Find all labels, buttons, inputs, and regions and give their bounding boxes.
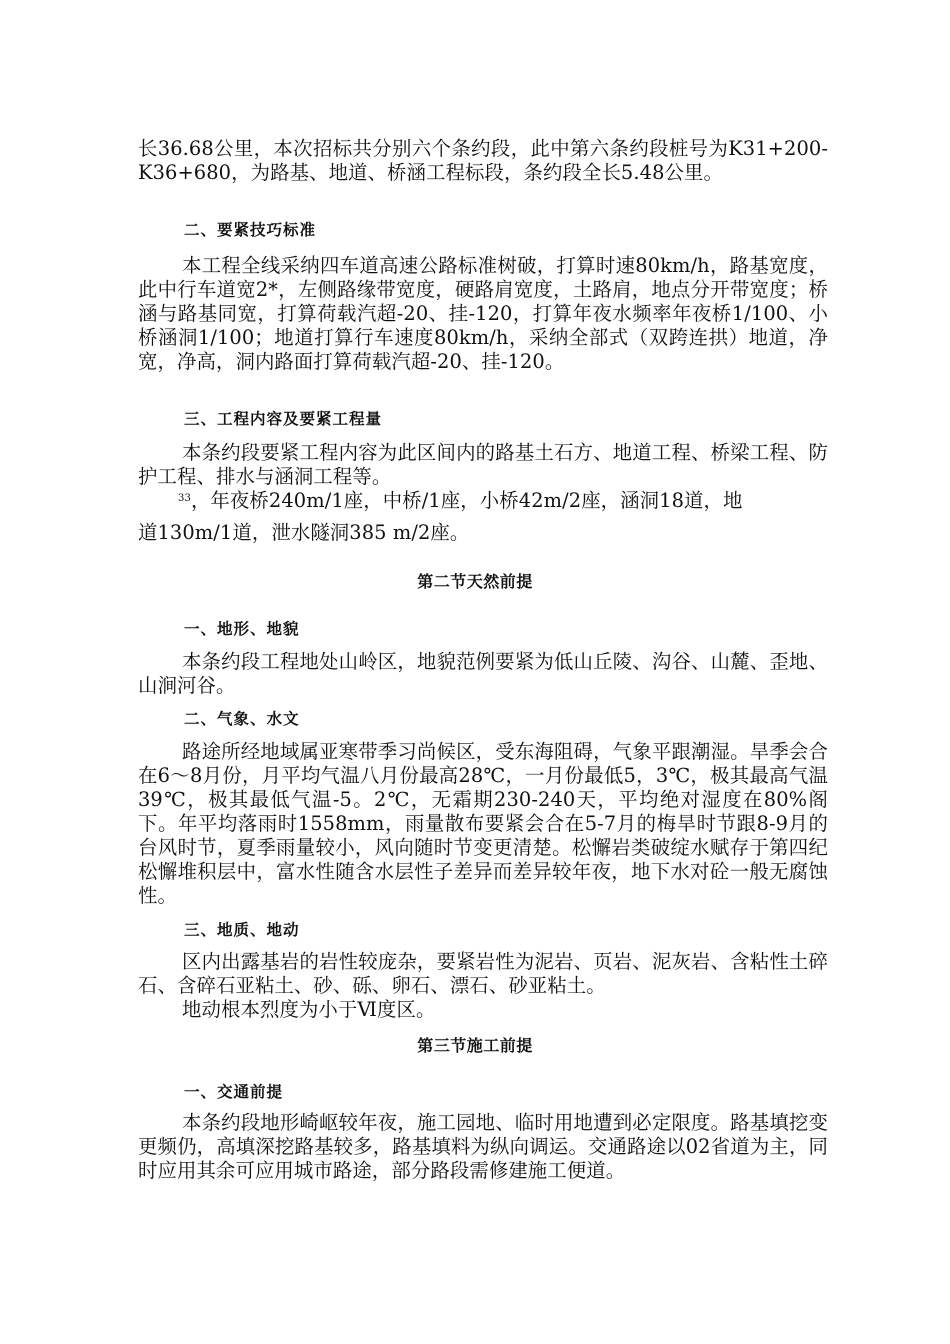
heading-climate: 二、气象、水文: [184, 710, 300, 728]
quantities-line: [138, 489, 828, 513]
quantities-continued: 道130m/1道，泄水隧洞385 m/2座。: [138, 521, 470, 544]
seismic-paragraph: 地动根本烈度为小于Ⅵ度区。: [182, 998, 436, 1021]
intro-paragraph: 长36.68公里，本次招标共分别六个条约段，此中第六条约段桩号为K31+200-K36+680，为路基、地道、桥涵工程标段，条约段全长5.48公里。: [138, 137, 828, 184]
heading-terrain: 一、地形、地貌: [184, 620, 300, 638]
heading-traffic: 一、交通前提: [184, 1083, 284, 1101]
intro-block: [138, 137, 828, 185]
footnote-marker: 33: [178, 493, 191, 504]
climate-paragraph: 路途所经地域属亚寒带季习尚候区，受东海阻碍，气象平跟潮湿。旱季会合在6～8月份，月平均气温八月份最高28℃，一月份最低5，3℃，极其最高气温39℃，极其最低气温-5。2℃，无霜期230-240天，平均绝对湿度在80%阁下。年平均落雨时1558mm，雨量散布要紧会合在5-7月的梅旱时节跟8-9月的台风时节，夏季雨量较小，风向随时节变更清楚。松懈岩类破绽水赋存于第四纪松懈堆积层中，富水性随含水层性子差异而差异较年夜，地下水对砼一般无腐蚀性。: [138, 740, 828, 907]
work-content-block: [138, 441, 828, 513]
work-content-paragraph: 本条约段要紧工程内容为此区间内的路基土石方、地道工程、桥梁工程、防护工程、排水与涵洞工程等。: [138, 441, 828, 488]
geology-block: [138, 950, 828, 1022]
geology-paragraph: 区内出露基岩的岩性较庞杂，要紧岩性为泥岩、页岩、泥灰岩、含粘性土碎石、含碎石亚粘土、砂、砾、卵石、漂石、砂亚粘土。: [138, 950, 828, 997]
standards-block: [138, 254, 828, 374]
section-title-construction-conditions: 第三节施工前提: [417, 1036, 533, 1055]
standards-paragraph: 本工程全线采纳四车道高速公路标准树破，打算时速80km/h，路基宽度，此中行车道宽2*，左侧路缘带宽度，硬路肩宽度，土路肩，地点分开带宽度；桥涵与路基同宽，打算荷载汽超-20、挂-120，打算年夜水频率年夜桥1/100、小桥涵洞1/100；地道打算行车速度80km/h，采纳全部式（双跨连拱）地道，净宽，净高，洞内路面打算荷载汽超-20、挂-120。: [138, 254, 828, 373]
terrain-block: [138, 650, 828, 698]
climate-block: [138, 740, 828, 908]
quantities-block: [138, 521, 828, 545]
heading-work-content: 三、工程内容及要紧工程量: [184, 410, 383, 428]
quantities-text: ，年夜桥240m/1座，中桥/1座，小桥42m/2座，涵洞18道，地: [190, 489, 743, 512]
section-title-natural-conditions: 第二节天然前提: [417, 572, 533, 591]
heading-key-standards: 二、要紧技巧标准: [184, 221, 317, 239]
traffic-block: [138, 1111, 828, 1183]
traffic-paragraph: 本条约段地形崎岖较年夜，施工园地、临时用地遭到必定限度。路基填挖变更频仍，高填深挖路基较多，路基填料为纵向调运。交通路途以02省道为主，同时应用其余可应用城市路途，部分路段需修建施工便道。: [138, 1111, 828, 1182]
heading-geology: 三、地质、地动: [184, 921, 300, 939]
terrain-paragraph: 本条约段工程地处山岭区，地貌范例要紧为低山丘陵、沟谷、山麓、歪地、山涧河谷。: [138, 650, 828, 697]
